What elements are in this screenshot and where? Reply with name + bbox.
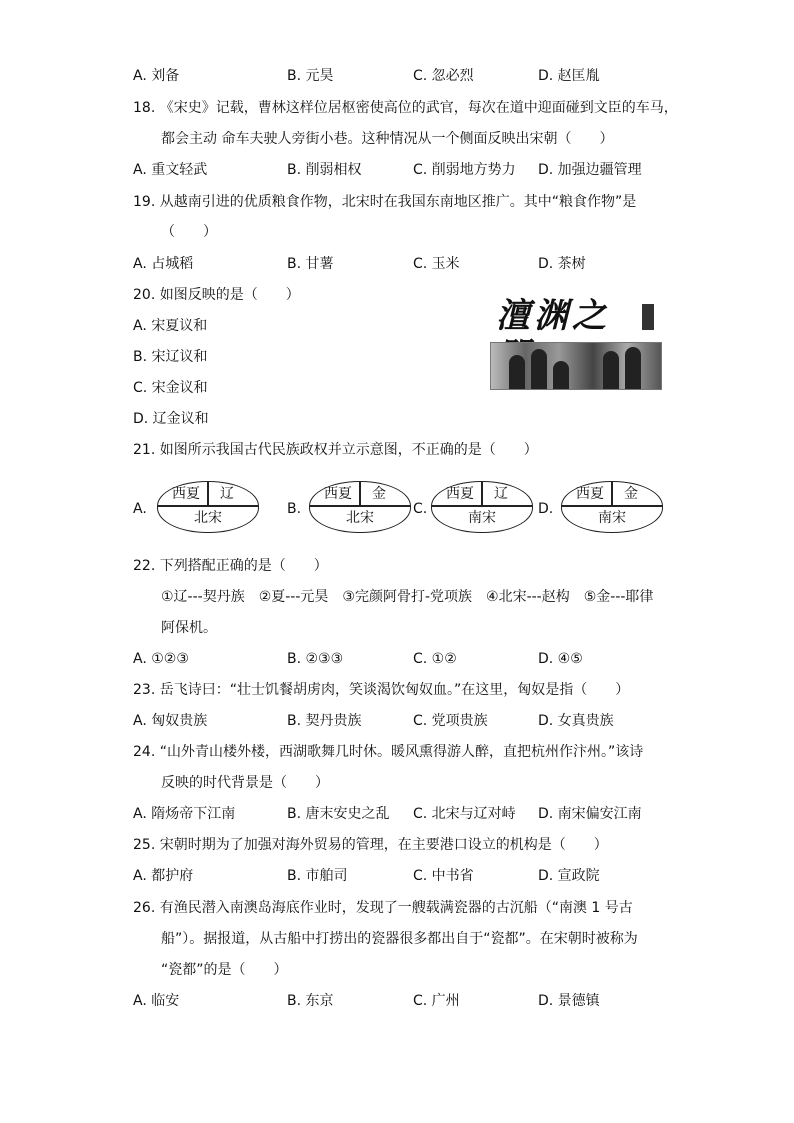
q23-stem: 23. 岳飞诗曰：“壮士饥餐胡虏肉，笑谈渴饮匈奴血。”在这里，匈奴是指（ ） bbox=[133, 682, 630, 698]
diagram-a-right: 辽 bbox=[220, 486, 234, 502]
diagram-d-bottom: 南宋 bbox=[598, 510, 626, 526]
q23-option-a: A. 匈奴贵族 bbox=[133, 713, 208, 729]
q26-stem-line2: 船”）。据报道，从古船中打捞出的瓷器很多都出自于“瓷都”。在宋朝时被称为 bbox=[161, 931, 638, 947]
q18-option-c: C. 削弱地方势力 bbox=[413, 162, 516, 178]
diagram-b-right: 金 bbox=[372, 486, 386, 502]
seal-stamp bbox=[642, 304, 654, 330]
calligraphy-title: 澶渊之 bbox=[496, 296, 610, 336]
diagram-d-left: 西夏 bbox=[576, 486, 604, 502]
q26-stem-line3: “瓷都”的是（ ） bbox=[161, 962, 288, 978]
q18-option-d: D. 加强边疆管理 bbox=[538, 162, 642, 178]
q26-option-b: B. 东京 bbox=[287, 993, 334, 1009]
historical-scene-photo bbox=[490, 342, 662, 390]
q20-option-d: D. 辽金议和 bbox=[133, 411, 209, 427]
q25-option-d: D. 宣政院 bbox=[538, 868, 600, 884]
q21-diagram-b bbox=[309, 481, 411, 533]
q17-option-d: D. 赵匡胤 bbox=[538, 68, 600, 84]
chanyuan-treaty-image bbox=[488, 296, 660, 392]
q19-stem-line1: 19. 从越南引进的优质粮食作物，北宋时在我国东南地区推广。其中“粮食作物”是 bbox=[133, 194, 637, 210]
q26-option-c: C. 广州 bbox=[413, 993, 460, 1009]
q24-option-b: B. 唐末安史之乱 bbox=[287, 806, 390, 822]
q21-label-c: C. bbox=[413, 501, 428, 517]
q22-items-line2: 阿保机。 bbox=[161, 620, 217, 636]
q20-option-c: C. 宋金议和 bbox=[133, 380, 208, 396]
q21-diagram-c bbox=[431, 481, 533, 533]
q18-stem-line2: 都会主动 命车夫驶人旁街小巷。这种情况从一个侧面反映出宋朝（ ） bbox=[161, 131, 614, 147]
q20-stem: 20. 如图反映的是（ ） bbox=[133, 287, 300, 303]
q24-option-c: C. 北宋与辽对峙 bbox=[413, 806, 516, 822]
q22-option-d: D. ④⑤ bbox=[538, 651, 583, 667]
q25-option-a: A. 都护府 bbox=[133, 868, 194, 884]
q18-stem-line1: 18. 《宋史》记载，曹林这样位居枢密使高位的武官，每次在道中迎面碰到文臣的车马， bbox=[133, 100, 678, 116]
diagram-c-right: 辽 bbox=[494, 486, 508, 502]
diagram-a-bottom: 北宋 bbox=[194, 510, 222, 526]
q25-option-c: C. 中书省 bbox=[413, 868, 474, 884]
q23-option-d: D. 女真贵族 bbox=[538, 713, 614, 729]
q21-diagram-a bbox=[157, 481, 259, 533]
q20-option-a: A. 宋夏议和 bbox=[133, 318, 208, 334]
q19-option-c: C. 玉米 bbox=[413, 256, 460, 272]
q22-option-b: B. ②③③ bbox=[287, 651, 344, 667]
diagram-c-bottom: 南宋 bbox=[468, 510, 496, 526]
q22-option-a: A. ①②③ bbox=[133, 651, 189, 667]
diagram-a-left: 西夏 bbox=[172, 486, 200, 502]
q19-stem-line2: （ ） bbox=[161, 224, 217, 240]
q22-option-c: C. ①② bbox=[413, 651, 457, 667]
q21-label-d: D. bbox=[538, 501, 554, 517]
diagram-b-left: 西夏 bbox=[324, 486, 352, 502]
q19-option-a: A. 占城稻 bbox=[133, 256, 194, 272]
q19-option-b: B. 甘薯 bbox=[287, 256, 334, 272]
q18-option-b: B. 削弱相权 bbox=[287, 162, 362, 178]
q21-diagram-d bbox=[561, 481, 663, 533]
q24-stem-line2: 反映的时代背景是（ ） bbox=[161, 775, 329, 791]
q22-items-line1: ①辽---契丹族 ②夏---元昊 ③完颜阿骨打-党项族 ④北宋---赵构 ⑤金---耶律 bbox=[161, 589, 654, 605]
q17-option-c: C. 忽必烈 bbox=[413, 68, 474, 84]
diagram-d-right: 金 bbox=[624, 486, 638, 502]
q21-stem: 21. 如图所示我国古代民族政权并立示意图，不正确的是（ ） bbox=[133, 442, 538, 458]
q23-option-c: C. 党项贵族 bbox=[413, 713, 488, 729]
q24-option-d: D. 南宋偏安江南 bbox=[538, 806, 642, 822]
q26-stem-line1: 26. 有渔民潜入南澳岛海底作业时，发现了一艘载满瓷器的古沉船（“南澳 1 号古 bbox=[133, 900, 633, 916]
q23-option-b: B. 契丹贵族 bbox=[287, 713, 362, 729]
q26-option-a: A. 临安 bbox=[133, 993, 180, 1009]
q18-option-a: A. 重文轻武 bbox=[133, 162, 208, 178]
diagram-b-bottom: 北宋 bbox=[346, 510, 374, 526]
q25-option-b: B. 市舶司 bbox=[287, 868, 348, 884]
q24-stem-line1: 24. “山外青山楼外楼，西湖歌舞几时休。暖风熏得游人醉，直把杭州作汴州。”该诗 bbox=[133, 744, 644, 760]
q25-stem: 25. 宋朝时期为了加强对海外贸易的管理，在主要港口设立的机构是（ ） bbox=[133, 837, 608, 853]
q20-option-b: B. 宋辽议和 bbox=[133, 349, 208, 365]
q21-label-b: B. bbox=[287, 501, 302, 517]
q19-option-d: D. 茶树 bbox=[538, 256, 586, 272]
q24-option-a: A. 隋炀帝下江南 bbox=[133, 806, 236, 822]
diagram-c-left: 西夏 bbox=[446, 486, 474, 502]
q17-option-b: B. 元昊 bbox=[287, 68, 334, 84]
q22-stem: 22. 下列搭配正确的是（ ） bbox=[133, 558, 328, 574]
q26-option-d: D. 景德镇 bbox=[538, 993, 600, 1009]
q17-option-a: A. 刘备 bbox=[133, 68, 180, 84]
q21-label-a: A. bbox=[133, 501, 147, 517]
